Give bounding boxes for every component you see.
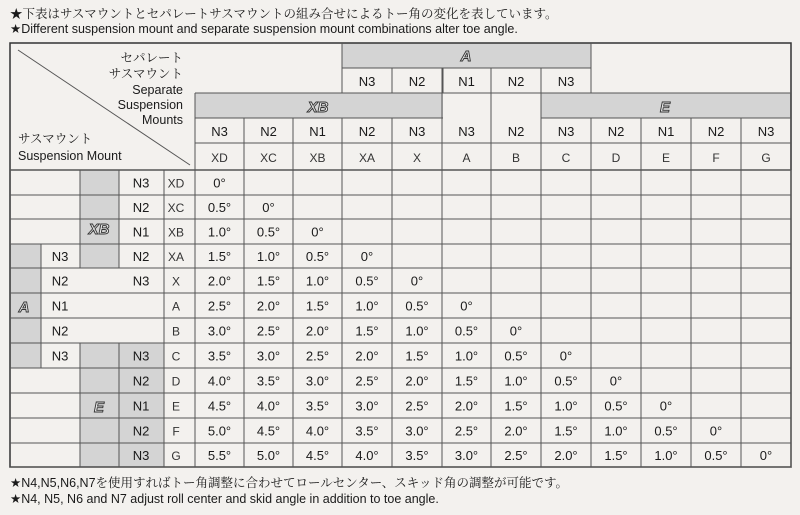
row-n-label: N3 — [132, 175, 150, 191]
toe-angle-value: 2.0° — [454, 398, 479, 414]
row-code: X — [171, 274, 181, 289]
toe-angle-value: 1.5° — [604, 448, 628, 463]
toe-angle-value: 2.0° — [554, 448, 578, 463]
toe-angle-value: 3.0° — [405, 423, 429, 439]
toe-angle-value: 2.5° — [504, 448, 528, 463]
toe-angle-value: 4.0° — [355, 448, 379, 463]
row-a-label: N3 — [51, 348, 69, 364]
row-n-label: N2 — [132, 200, 150, 215]
toe-angle-value: 1.0° — [554, 398, 578, 414]
a-top-label: N3 — [557, 74, 575, 89]
column-code: C — [561, 151, 571, 165]
column-n-label: N1 — [309, 124, 326, 139]
toe-angle-value: 1.0° — [454, 348, 479, 364]
toe-angle-value: 0.5° — [305, 249, 330, 264]
toe-angle-value: 1.0° — [355, 298, 379, 314]
header-mount-jp: サスマウント — [18, 132, 93, 146]
column-n-label: N3 — [757, 124, 775, 139]
toe-angle-value: 3.0° — [305, 373, 330, 389]
row-a-label: N3 — [51, 249, 69, 264]
column-n-label: N1 — [657, 124, 675, 139]
note-jp-bottom: ★N4,N5,N6,N7を使用すればトー角調整に合わせてロールセンター、スキッド角の調整が可能です。 — [10, 476, 569, 490]
header-separate-en2: Suspension — [117, 98, 183, 112]
column-n-label: N3 — [211, 124, 228, 139]
toe-angle-value: 1.0° — [207, 224, 232, 240]
row-code: XB — [167, 225, 185, 240]
toe-angle-value: 3.0° — [256, 348, 281, 364]
toe-angle-value: 5.0° — [207, 423, 232, 439]
toe-angle-value: 5.0° — [256, 448, 281, 463]
toe-angle-value: 2.0° — [305, 323, 330, 339]
toe-angle-value: 0° — [759, 448, 773, 463]
toe-angle-value: 0.5° — [704, 448, 728, 463]
column-code: E — [661, 151, 671, 165]
a-top-label: N2 — [408, 74, 426, 89]
column-code: XC — [260, 151, 277, 165]
toe-angle-value: 4.5° — [256, 423, 281, 439]
note-jp-top: ★下表はサスマウントとセパレートサスマウントの組み合せによるトー角の変化を表しています。 — [10, 7, 558, 21]
toe-angle-value: 0° — [609, 373, 623, 389]
column-n-label: N2 — [707, 124, 725, 139]
toe-angle-value: 1.5° — [256, 273, 281, 289]
a-top-label: N2 — [507, 74, 525, 89]
shade-e-rows — [80, 343, 164, 467]
column-n-label: N3 — [557, 124, 575, 139]
toe-angle-value: 4.5° — [305, 448, 330, 463]
toe-angle-value: 2.0° — [256, 298, 281, 314]
row-code: G — [171, 449, 181, 463]
group-label-e: E — [659, 99, 671, 116]
row-a-label: N2 — [51, 323, 69, 339]
column-code: XD — [211, 151, 228, 165]
a-top-label: N1 — [458, 74, 475, 89]
header-separate-jp: セパレート — [120, 51, 183, 65]
toe-angle-value: 2.0° — [207, 273, 232, 289]
toe-angle-value: 1.5° — [554, 423, 578, 439]
row-code: A — [171, 299, 181, 314]
toe-angle-value: 5.5° — [207, 448, 232, 463]
header-separate-jp2: サスマウント — [108, 67, 183, 81]
column-code: X — [412, 151, 422, 165]
a-top-label: N3 — [358, 74, 376, 89]
toe-angle-value: 2.5° — [207, 298, 232, 314]
column-n-label: N2 — [260, 124, 277, 139]
toe-angle-value: 1.5° — [454, 373, 479, 389]
row-n-label: N1 — [132, 398, 150, 414]
toe-angle-value: 2.5° — [355, 373, 379, 389]
row-code: XC — [167, 201, 185, 215]
header-mount-en: Suspension Mount — [18, 149, 122, 163]
column-code: XB — [309, 151, 326, 165]
row-n-label: N1 — [132, 224, 150, 240]
toe-angle-value: 3.5° — [256, 373, 281, 389]
toe-angle-value: 3.5° — [207, 348, 232, 364]
toe-angle-value: 0° — [709, 423, 723, 439]
toe-angle-value: 1.0° — [654, 448, 678, 463]
toe-angle-value: 1.0° — [256, 249, 281, 264]
toe-angle-value: 2.5° — [305, 348, 330, 364]
column-n-label: N2 — [607, 124, 625, 139]
row-n-label: N3 — [132, 448, 150, 463]
toe-angle-value: 1.5° — [305, 298, 330, 314]
group-label-a: A — [460, 48, 472, 65]
column-n-label: N2 — [358, 124, 376, 139]
toe-angle-value: 3.5° — [355, 423, 379, 439]
toe-angle-value: 0° — [360, 249, 374, 264]
toe-angle-value: 0° — [213, 175, 226, 191]
column-code: G — [761, 151, 771, 165]
toe-angle-value: 1.5° — [355, 323, 379, 339]
toe-angle-value: 1.0° — [504, 373, 528, 389]
toe-angle-value: 4.0° — [305, 423, 330, 439]
toe-angle-value: 0.5° — [654, 423, 678, 439]
row-code: B — [171, 324, 181, 339]
toe-angle-value: 3.0° — [207, 323, 232, 339]
row-code: C — [171, 349, 181, 364]
toe-angle-value: 1.5° — [405, 348, 429, 364]
column-code: D — [611, 151, 621, 165]
row-n-label: N3 — [132, 348, 150, 364]
toe-angle-value: 1.5° — [504, 398, 528, 414]
row-a-label: N1 — [51, 298, 69, 314]
toe-angle-value: 0.5° — [405, 298, 429, 314]
toe-angle-value: 2.5° — [454, 423, 479, 439]
toe-angle-value: 0.5° — [256, 224, 281, 240]
toe-angle-value: 3.0° — [454, 448, 479, 463]
toe-angle-value: 0° — [410, 273, 424, 289]
toe-angle-value: 0.5° — [604, 398, 628, 414]
row-code: D — [171, 374, 181, 389]
toe-angle-value: 0.5° — [454, 323, 479, 339]
group-label-xb: XB — [307, 99, 329, 116]
row-n-label: N2 — [132, 423, 150, 439]
row-code: F — [172, 424, 180, 439]
toe-angle-value: 2.0° — [504, 423, 528, 439]
row-n-label: N2 — [132, 249, 150, 264]
group-label-xb-rows: XB — [88, 221, 110, 238]
column-code: F — [712, 151, 720, 165]
row-n-label: N3 — [132, 273, 150, 289]
toe-angle-value: 3.5° — [405, 448, 429, 463]
toe-angle-value: 4.0° — [207, 373, 232, 389]
toe-angle-value: 0° — [262, 200, 275, 215]
toe-angle-value: 2.5° — [405, 398, 429, 414]
toe-angle-value: 1.0° — [305, 273, 330, 289]
toe-angle-value: 4.5° — [207, 398, 232, 414]
toe-angle-value: 2.0° — [405, 373, 429, 389]
toe-angle-value: 0.5° — [554, 373, 578, 389]
group-label-e-rows: E — [93, 399, 105, 416]
header-separate-en3: Mounts — [142, 113, 183, 127]
row-code: XD — [167, 176, 185, 191]
group-label-a-rows: A — [18, 299, 30, 316]
toe-angle-value: 0° — [509, 323, 523, 339]
toe-angle-value: 2.5° — [256, 323, 281, 339]
row-n-label: N2 — [132, 373, 150, 389]
row-a-label: N2 — [51, 273, 69, 289]
header-separate-en1: Separate — [132, 83, 183, 97]
toe-angle-value: 0.5° — [207, 200, 232, 215]
row-code: E — [171, 399, 181, 414]
toe-angle-value: 0.5° — [504, 348, 528, 364]
column-n-label: N3 — [408, 124, 426, 139]
toe-angle-value: 0° — [659, 398, 673, 414]
toe-angle-value: 0.5° — [355, 273, 379, 289]
column-code: XA — [358, 151, 376, 165]
column-code: B — [511, 151, 521, 165]
toe-angle-value: 4.0° — [256, 398, 281, 414]
toe-angle-value: 0° — [460, 298, 473, 314]
toe-angle-value: 0° — [311, 224, 324, 240]
toe-angle-value: 1.0° — [604, 423, 628, 439]
note-en-bottom: ★N4, N5, N6 and N7 adjust roll center and skid angle in addition to toe angle. — [10, 492, 439, 506]
toe-angle-value: 3.0° — [355, 398, 379, 414]
column-n-label: N3 — [458, 124, 475, 139]
column-code: A — [462, 151, 471, 165]
toe-angle-value: 3.5° — [305, 398, 330, 414]
toe-angle-value: 1.5° — [207, 249, 232, 264]
toe-angle-value: 0° — [559, 348, 573, 364]
toe-angle-value: 1.0° — [405, 323, 429, 339]
toe-angle-value: 2.0° — [355, 348, 379, 364]
column-n-label: N2 — [507, 124, 525, 139]
row-code: XA — [167, 250, 185, 264]
note-en-top: ★Different suspension mount and separate suspension mount combinations alter toe angle. — [10, 22, 518, 36]
